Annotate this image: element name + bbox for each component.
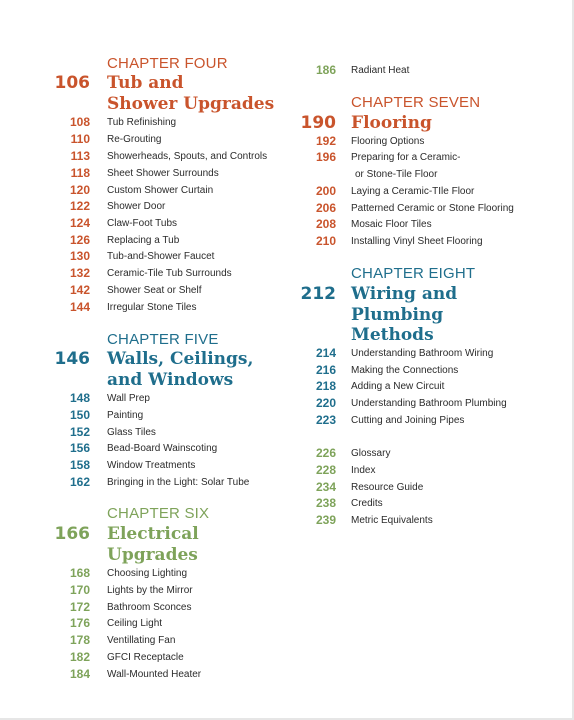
entry-page[interactable]: 124 (69, 216, 90, 230)
entry-title[interactable]: Mosaic Floor Tiles (351, 219, 432, 230)
entry-title[interactable]: Bringing in the Light: Solar Tube (107, 477, 250, 488)
entry-title[interactable]: Index (351, 465, 376, 476)
chapter-eight-title-line1[interactable]: Wiring and (351, 284, 458, 304)
entry-title[interactable]: Glass Tiles (107, 427, 156, 438)
entry-title[interactable]: Tub-and-Shower Faucet (107, 251, 215, 262)
entry-page[interactable]: 170 (69, 583, 90, 597)
entry-title[interactable]: Ventillating Fan (107, 635, 176, 646)
chapter-five-page[interactable]: 146 (54, 349, 90, 369)
entry-title[interactable]: Glossary (351, 448, 391, 459)
chapter-seven-title[interactable]: Flooring (351, 113, 432, 133)
chapter-six-page[interactable]: 166 (54, 524, 90, 544)
entry-title[interactable]: Lights by the Mirror (107, 585, 193, 596)
entry-page[interactable]: 142 (69, 283, 90, 297)
entry-page[interactable]: 186 (315, 63, 336, 77)
entry-page[interactable]: 110 (70, 132, 90, 146)
entry-page[interactable]: 108 (69, 115, 90, 129)
entry-title[interactable]: Making the Connections (351, 365, 459, 376)
entry-title[interactable]: Credits (351, 498, 383, 509)
chapter-eight-title-line2[interactable]: Plumbing (351, 305, 444, 325)
entry-page[interactable]: 168 (69, 566, 90, 580)
entry-page[interactable]: 208 (315, 217, 336, 231)
entry-title[interactable]: Installing Vinyl Sheet Flooring (351, 236, 483, 247)
entry-page[interactable]: 148 (69, 391, 90, 405)
entry-title[interactable]: Choosing Lighting (107, 568, 188, 579)
chapter-seven-label: CHAPTER SEVEN (351, 94, 481, 111)
chapter-five-title-line1[interactable]: Walls, Ceilings, (107, 349, 254, 369)
entry-page[interactable]: 144 (69, 300, 90, 314)
entry-page[interactable]: 218 (315, 379, 336, 393)
entry-page[interactable]: 158 (69, 458, 90, 472)
entry-title[interactable]: Re-Grouting (107, 134, 162, 145)
entry-page[interactable]: 196 (315, 150, 336, 164)
entry-page[interactable]: 120 (69, 183, 90, 197)
entry-page[interactable]: 184 (69, 667, 90, 681)
entry-title[interactable]: Ceramic-Tile Tub Surrounds (107, 268, 232, 279)
entry-page[interactable]: 118 (70, 166, 90, 180)
chapter-eight-label: CHAPTER EIGHT (351, 265, 476, 282)
chapter-four-title-line1[interactable]: Tub and (107, 73, 184, 93)
chapter-seven-page[interactable]: 190 (300, 113, 336, 133)
entry-page[interactable]: 238 (315, 496, 336, 510)
entry-title[interactable]: Sheet Shower Surrounds (107, 168, 219, 179)
chapter-four-label: CHAPTER FOUR (107, 55, 228, 72)
chapter-four-title-line2[interactable]: Shower Upgrades (107, 94, 275, 114)
entry-page[interactable]: 206 (315, 201, 336, 215)
entry-title[interactable]: Shower Door (107, 201, 166, 212)
entry-title[interactable]: Patterned Ceramic or Stone Flooring (351, 203, 514, 214)
entry-title[interactable]: Claw-Foot Tubs (107, 218, 178, 229)
entry-title[interactable]: Window Treatments (107, 460, 196, 471)
chapter-eight-page[interactable]: 212 (300, 284, 336, 304)
entry-page[interactable]: 152 (69, 425, 90, 439)
entry-page[interactable]: 172 (69, 600, 90, 614)
entry-title[interactable]: Ceiling Light (107, 618, 163, 629)
entry-page[interactable]: 200 (315, 184, 336, 198)
entry-page[interactable]: 214 (315, 346, 336, 360)
entry-title[interactable]: Irregular Stone Tiles (107, 302, 197, 313)
entry-title[interactable]: Laying a Ceramic-TIle Floor (351, 186, 475, 197)
entry-title[interactable]: Tub Refinishing (107, 117, 177, 128)
chapter-six-title-line2[interactable]: Upgrades (107, 545, 198, 565)
entry-page[interactable]: 132 (69, 266, 90, 280)
entry-page[interactable]: 226 (315, 446, 336, 460)
entry-title[interactable]: Understanding Bathroom Wiring (351, 348, 494, 359)
entry-page[interactable]: 130 (69, 249, 90, 263)
chapter-five-title-line2[interactable]: and Windows (107, 370, 234, 390)
entry-page[interactable]: 126 (69, 233, 90, 247)
entry-title-continued[interactable]: or Stone-Tile Floor (355, 169, 438, 180)
entry-title[interactable]: Preparing for a Ceramic- (351, 152, 461, 163)
chapter-six-title-line1[interactable]: Electrical (107, 524, 199, 544)
entry-title[interactable]: Metric Equivalents (351, 515, 433, 526)
entry-title[interactable]: Cutting and Joining Pipes (351, 415, 465, 426)
entry-title[interactable]: Adding a New Circuit (351, 381, 445, 392)
entry-title[interactable]: Replacing a Tub (107, 235, 180, 246)
entry-title[interactable]: Painting (107, 410, 144, 421)
entry-title[interactable]: GFCI Receptacle (107, 652, 184, 663)
entry-page[interactable]: 228 (315, 463, 336, 477)
entry-page[interactable]: 192 (315, 134, 336, 148)
entry-page[interactable]: 239 (315, 513, 336, 527)
entry-title[interactable]: Radiant Heat (351, 65, 410, 76)
entry-title[interactable]: Bathroom Sconces (107, 602, 192, 613)
entry-page[interactable]: 122 (69, 199, 90, 213)
entry-title[interactable]: Wall-Mounted Heater (107, 669, 202, 680)
entry-title[interactable]: Shower Seat or Shelf (107, 285, 202, 296)
chapter-five-label: CHAPTER FIVE (107, 331, 219, 348)
entry-page[interactable]: 210 (315, 234, 336, 248)
entry-title[interactable]: Bead-Board Wainscoting (107, 443, 218, 454)
entry-page[interactable]: 234 (315, 480, 336, 494)
entry-page[interactable]: 176 (69, 616, 90, 630)
entry-title[interactable]: Custom Shower Curtain (107, 185, 214, 196)
entry-page[interactable]: 162 (69, 475, 90, 489)
entry-page[interactable]: 223 (315, 413, 336, 427)
entry-page[interactable]: 220 (315, 396, 336, 410)
entry-title[interactable]: Wall Prep (107, 393, 150, 404)
entry-page[interactable]: 150 (69, 408, 90, 422)
chapter-eight-title-line3[interactable]: Methods (351, 325, 434, 345)
entry-title[interactable]: Resource Guide (351, 482, 424, 493)
entry-title[interactable]: Flooring Options (351, 136, 425, 147)
chapter-six-label: CHAPTER SIX (107, 505, 210, 522)
entry-page[interactable]: 216 (315, 363, 336, 377)
chapter-four-page[interactable]: 106 (54, 73, 90, 93)
entry-title[interactable]: Showerheads, Spouts, and Controls (107, 151, 268, 162)
entry-title[interactable]: Understanding Bathroom Plumbing (351, 398, 507, 409)
entry-page[interactable]: 182 (69, 650, 90, 664)
entry-page[interactable]: 178 (69, 633, 90, 647)
entry-page[interactable]: 113 (70, 149, 90, 163)
entry-page[interactable]: 156 (69, 441, 90, 455)
